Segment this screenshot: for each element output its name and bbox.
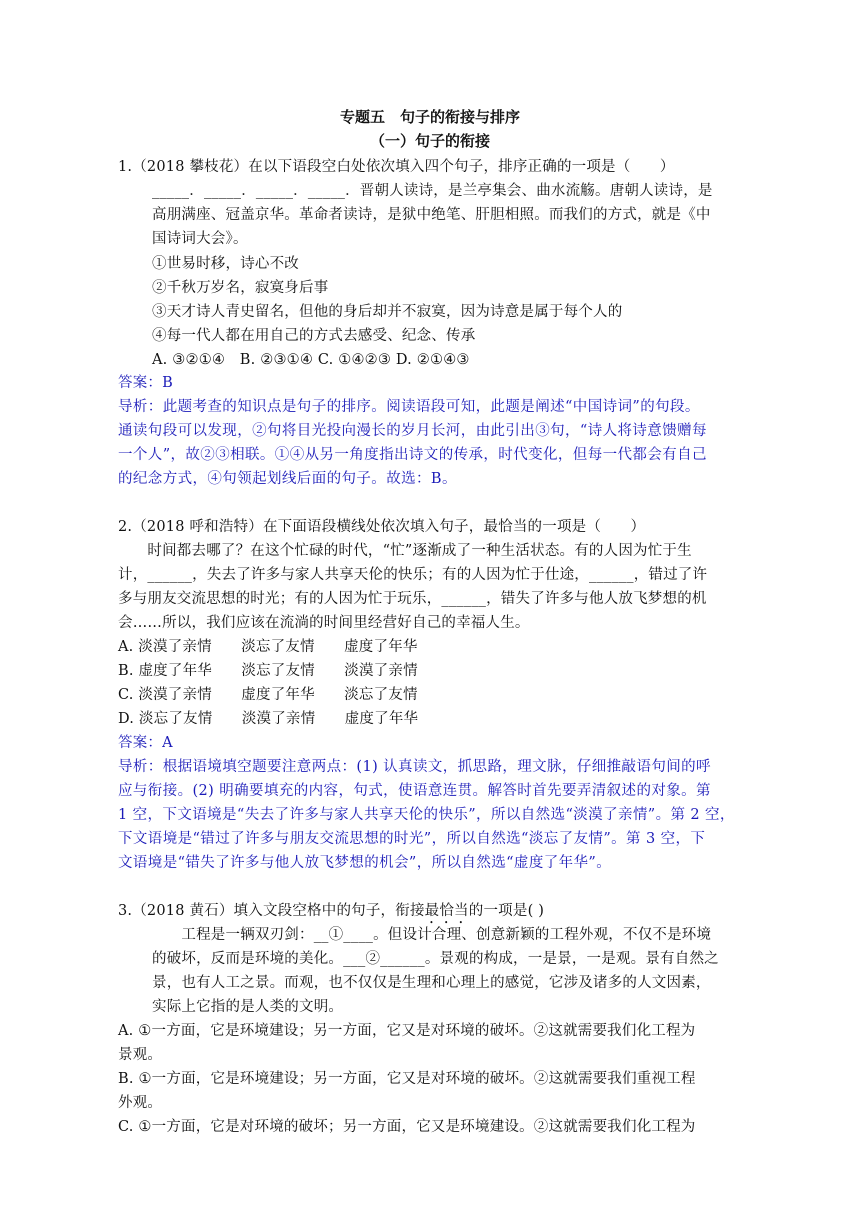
question-3-stem-emphasis: 最恰当 (424, 903, 469, 919)
question-1-sentence: ③天才诗人青史留名，但他的身后却并不寂寞，因为诗意是属于每个人的 (152, 304, 623, 320)
question-2-analysis-line: 应与衔接。(2) 明确要填充的内容，句式，使语意连贯。解答时首先要弄清叙述的对象。第 (118, 783, 711, 799)
blank-1: __①____ (313, 927, 374, 943)
question-1-answer: 答案：B (118, 375, 173, 391)
question-3-passage-line: 景，也有人工之景。而观，也不仅仅是生理和心理上的感觉，它涉及诸多的人文因素， (152, 975, 711, 991)
question-2-analysis-line: 1 空，下文语境是“失去了许多与家人共享天伦的快乐”，所以自然选“淡漠了亲情”。第 2 空， (118, 807, 735, 823)
question-3-option: C. ①一方面，它是对环境的破坏；另一方面，它又是环境建设。②这就需要我们化工程为 (118, 1119, 696, 1135)
passage-text: 。但设计合理、创意新颖的工程外观，不仅不是环境 (373, 927, 712, 943)
question-2-option: B. 虚度了年华 淡忘了友情 淡漠了亲情 (118, 663, 418, 679)
question-1-analysis-line: 的纪念方式，④句领起划线后面的句子。故选：B。 (118, 471, 457, 487)
question-1-options: A. ③②①④ B. ②③①④ C. ①④②③ D. ②①④③ (152, 352, 470, 368)
question-2-passage-line: 计，______，失去了许多与家人共享天伦的快乐；有的人因为忙于仕途，______，错过了许 (118, 567, 708, 583)
question-3-stem-start: 3.（2018 黄石）填入文段空格中的句子，衔接 (118, 903, 425, 919)
section-subtitle: （一）句子的衔接 (369, 132, 490, 150)
question-1-analysis-line: 导析：此题考查的知识点是句子的排序。阅读语段可知，此题是阐述“中国诗词”的句段。 (118, 399, 700, 415)
question-3-option: B. ①一方面，它是环境建设；另一方面，它又是对环境的破坏。②这就需要我们重视工程 (118, 1071, 696, 1087)
question-1-passage-line: 国诗词大会》。 (152, 231, 248, 247)
question-2-stem: 2.（2018 呼和浩特）在下面语段横线处依次填入句子，最恰当的一项是（ ） (118, 519, 646, 535)
question-3-option: A. ①一方面，它是环境建设；另一方面，它又是对环境的破坏。②这就需要我们化工程为 (118, 1023, 696, 1039)
question-1-sentence: ②千秋万岁名，寂寞身后事 (152, 280, 329, 296)
question-1-sentence: ④每一代人都在用自己的方式去感受、纪念、传承 (152, 328, 476, 344)
question-3-option: 外观。 (118, 1095, 163, 1111)
question-3-passage-line (152, 923, 711, 944)
question-1-passage-line: _____．_____．_____．_____．晋朝人读诗，是兰亭集会、曲水流觞。唐朝人读诗，是 (152, 183, 713, 199)
question-3-option: 景观。 (118, 1047, 163, 1063)
question-2-passage-line: 多与朋友交流思想的时光；有的人因为忙于玩乐，______，错失了许多与他人放飞梦想的机 (118, 591, 707, 607)
document-title: 专题五 句子的衔接与排序 (339, 108, 520, 126)
question-1-passage-line: 高朋满座、冠盖京华。革命者读诗，是狱中绝笔、肝胆相照。而我们的方式，就是《中 (152, 207, 711, 223)
question-2-passage-line: 会……所以，我们应该在流淌的时间里经营好自己的幸福人生。 (118, 615, 530, 631)
blank-2: ___②______ (343, 951, 425, 967)
question-1-analysis-line: 通读句段可以发现，②句将目光投向漫长的岁月长河，由此引出③句，“诗人将诗意馈赠每 (118, 423, 707, 439)
question-1-stem: 1.（2018 攀枝花）在以下语段空白处依次填入四个句子，排序正确的一项是（ ） (118, 159, 675, 175)
question-2-option: C. 淡漠了亲情 虚度了年华 淡忘了友情 (118, 687, 418, 703)
question-2-option: A. 淡漠了亲情 淡忘了友情 虚度了年华 (118, 639, 418, 655)
question-2-option: D. 淡忘了友情 淡漠了亲情 虚度了年华 (118, 711, 419, 727)
passage-text: 工程是一辆双刃剑： (152, 927, 314, 943)
question-2-analysis-line: 下文语境是“错过了许多与朋友交流思想的时光”，所以自然选“淡忘了友情”。第 3 空，下 (118, 831, 706, 847)
question-3-passage-line (152, 947, 719, 968)
passage-text: 。景观的构成，一是景，一是观。景有自然之 (424, 951, 719, 967)
question-2-answer: 答案：A (118, 735, 173, 751)
question-2-analysis-line: 导析：根据语境填空题要注意两点：(1) 认真读文，抓思路，理文脉，仔细推敲语句间的呼 (118, 759, 711, 775)
question-1-sentence: ①世易时移，诗心不改 (152, 256, 299, 272)
question-1-analysis-line: 一个人”，故②③相联。①④从另一角度指出诗文的传承，时代变化，但每一代都会有自己 (118, 447, 707, 463)
question-3-stem-end: 的一项是( ) (468, 903, 545, 919)
question-2-passage-line: 时间都去哪了？在这个忙碌的时代，“忙”逐渐成了一种生活状态。有的人因为忙于生 (118, 543, 692, 559)
passage-text: 的破坏，反而是环境的美化。 (152, 951, 344, 967)
question-3-passage-line: 实际上它指的是人类的文明。 (152, 999, 344, 1015)
question-2-analysis-line: 文语境是“错失了许多与他人放飞梦想的机会”，所以自然选“虚度了年华”。 (118, 855, 612, 871)
